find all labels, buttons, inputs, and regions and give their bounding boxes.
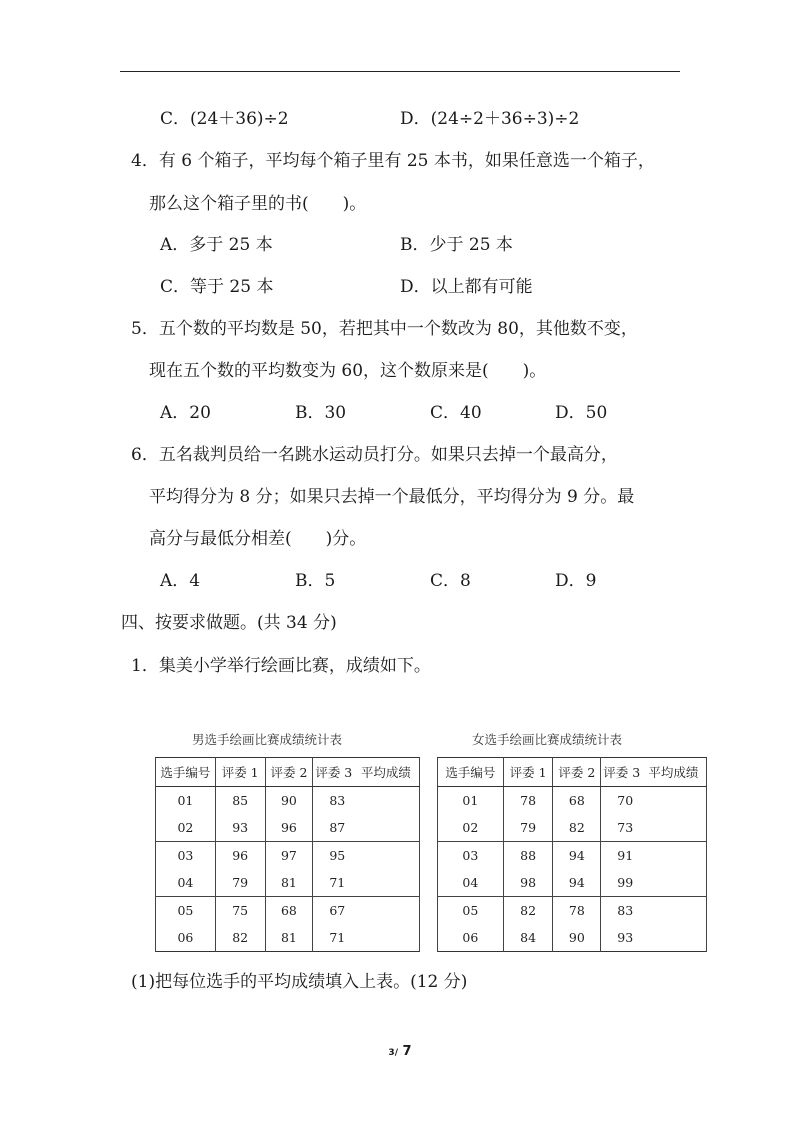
table-row [438,787,707,815]
table-cell: 81 [265,924,313,952]
table-cell: 97 [265,842,313,870]
q6-stem-line2: 平均得分为 8 分；如果只去掉一个最低分，平均得分为 9 分。最 [149,487,635,507]
table-cell: 70 [601,787,641,815]
header-average: 平均成绩 [353,758,420,787]
table-cell: 96 [215,842,265,870]
header-rule [120,71,680,72]
header-average: 平均成绩 [641,758,707,787]
q6-stem-line1: 6．五名裁判员给一名跳水运动员打分。如果只去掉一个最高分， [131,445,618,465]
table-row [156,814,420,842]
table-cell: 82 [503,897,553,925]
table-cell: 03 [438,842,504,870]
table-cell: 90 [553,924,601,952]
q6-option-d: D．9 [555,571,597,591]
table-cell: 84 [503,924,553,952]
girls-score-table [437,757,707,952]
table-cell: 05 [438,897,504,925]
header-player-id: 选手编号 [156,758,216,787]
q4-option-b: B．少于 25 本 [400,235,513,255]
average-cell[interactable] [641,924,707,952]
table-cell: 75 [215,897,265,925]
table-cell: 68 [265,897,313,925]
table-cell: 93 [215,814,265,842]
table-row [156,924,420,952]
average-cell[interactable] [353,869,420,897]
table-cell: 82 [553,814,601,842]
header-judge-1: 评委 1 [215,758,265,787]
girls-table-caption: 女选手绘画比赛成绩统计表 [472,732,623,747]
q5-option-c: C．40 [430,403,482,423]
boys-score-table [155,757,420,952]
header-judge-3: 评委 3 [313,758,353,787]
boys-table-caption: 男选手绘画比赛成绩统计表 [192,732,343,747]
q4-stem-line1: 4．有 6 个箱子，平均每个箱子里有 25 本书，如果任意选一个箱子， [131,151,655,171]
table-cell: 82 [215,924,265,952]
average-cell[interactable] [641,897,707,925]
table-cell: 79 [215,869,265,897]
average-cell[interactable] [641,814,707,842]
table-row [438,897,707,925]
table-cell: 85 [215,787,265,815]
table-cell: 94 [553,842,601,870]
q3-option-d: D．(24÷2＋36÷3)÷2 [400,109,580,129]
q6-option-b: B．5 [295,571,336,591]
table-cell: 95 [313,842,353,870]
table-cell: 99 [601,869,641,897]
q5-option-b: B．30 [295,403,347,423]
table-cell: 96 [265,814,313,842]
table-cell: 78 [503,787,553,815]
table-cell: 88 [503,842,553,870]
header-judge-2: 评委 2 [553,758,601,787]
table-row [156,787,420,815]
table-cell: 90 [265,787,313,815]
table-cell: 01 [438,787,504,815]
q6-option-a: A．4 [160,571,201,591]
q5-stem-line2: 现在五个数的平均数变为 60，这个数原来是( )。 [149,361,547,381]
section-heading: 四、按要求做题。(共 34 分) [121,613,337,633]
q4-option-d: D．以上都有可能 [400,277,533,297]
table-row [156,869,420,897]
table-cell: 81 [265,869,313,897]
q5-option-a: A．20 [160,403,211,423]
table-row [438,924,707,952]
section4-question1: 1．集美小学举行绘画比赛，成绩如下。 [131,656,431,676]
table-row [156,842,420,870]
q6-stem-line3: 高分与最低分相差( )分。 [149,529,367,549]
table-cell: 71 [313,869,353,897]
average-cell[interactable] [353,787,420,815]
average-cell[interactable] [353,842,420,870]
table-cell: 83 [313,787,353,815]
table-cell: 06 [438,924,504,952]
q3-option-c: C．(24＋36)÷2 [160,109,289,129]
average-cell[interactable] [641,842,707,870]
table-cell: 94 [553,869,601,897]
table-cell: 04 [438,869,504,897]
table-cell: 78 [553,897,601,925]
header-judge-3: 评委 3 [601,758,641,787]
average-cell[interactable] [641,869,707,897]
page-footer [0,1044,800,1059]
q6-option-c: C．8 [430,571,471,591]
average-cell[interactable] [641,787,707,815]
table-cell: 03 [156,842,216,870]
q5-stem-line1: 5．五个数的平均数是 50，若把其中一个数改为 80，其他数不变， [131,319,638,339]
table-row [438,842,707,870]
table-cell: 04 [156,869,216,897]
average-cell[interactable] [353,897,420,925]
table-row [438,869,707,897]
header-judge-1: 评委 1 [503,758,553,787]
sub-question-1: (1)把每位选手的平均成绩填入上表。(12 分) [131,972,468,992]
q5-option-d: D．50 [555,403,608,423]
table-cell: 06 [156,924,216,952]
page-number: 3 [388,1048,395,1058]
table-cell: 87 [313,814,353,842]
q4-option-c: C．等于 25 本 [160,277,274,297]
header-judge-2: 评委 2 [265,758,313,787]
page-total: 7 [402,1044,412,1059]
table-cell: 02 [156,814,216,842]
table-cell: 02 [438,814,504,842]
table-cell: 68 [553,787,601,815]
table-cell: 91 [601,842,641,870]
table-cell: 93 [601,924,641,952]
page-separator: / [394,1048,398,1058]
table-row [156,897,420,925]
table-cell: 01 [156,787,216,815]
table-cell: 98 [503,869,553,897]
table-cell: 79 [503,814,553,842]
header-player-id: 选手编号 [438,758,504,787]
table-row [438,814,707,842]
table-cell: 05 [156,897,216,925]
table-cell: 71 [313,924,353,952]
average-cell[interactable] [353,924,420,952]
table-cell: 83 [601,897,641,925]
table-cell: 73 [601,814,641,842]
q4-stem-line2: 那么这个箱子里的书( )。 [149,194,367,214]
q4-option-a: A．多于 25 本 [160,235,273,255]
average-cell[interactable] [353,814,420,842]
table-cell: 67 [313,897,353,925]
